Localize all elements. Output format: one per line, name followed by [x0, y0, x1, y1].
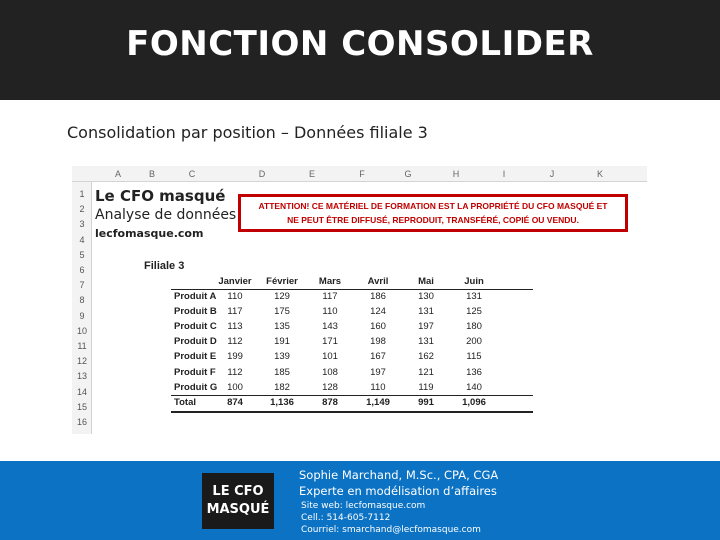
copyright-warning: [238, 194, 628, 232]
product-label: Produit D: [174, 336, 217, 348]
row-header-11[interactable]: 11: [77, 341, 87, 351]
table-cell: 191: [274, 336, 290, 348]
table-cell: 140: [466, 381, 482, 393]
table-cell: 119: [418, 381, 434, 393]
table-cell: 112: [227, 336, 243, 348]
column-header-f[interactable]: F: [359, 169, 365, 179]
table-cell: 117: [322, 291, 338, 302]
row-header-15[interactable]: 15: [76, 401, 87, 412]
table-cell: 186: [370, 291, 386, 302]
table-cell: 200: [466, 336, 482, 348]
table-cell: 182: [274, 381, 290, 393]
row-header-3[interactable]: 3: [79, 219, 85, 230]
contact-cell: Cell.: 514-605-7112: [301, 513, 391, 523]
total-cell: 874: [227, 396, 243, 408]
month-header: Mai: [418, 276, 434, 287]
header-underline: [171, 289, 533, 290]
product-label: Produit A: [174, 291, 217, 302]
table-cell: 110: [322, 306, 338, 318]
table-cell: 167: [370, 351, 386, 363]
row-header-1[interactable]: 1: [79, 189, 85, 199]
total-cell: 1,096: [462, 396, 486, 408]
table-cell: 139: [274, 351, 290, 363]
logo: [202, 473, 274, 529]
logo-line-2: MASQUÉ: [206, 502, 270, 517]
row-header-2[interactable]: 2: [79, 204, 85, 215]
row-header-8[interactable]: 8: [79, 295, 85, 306]
month-header: Avril: [367, 276, 389, 287]
row-header-14[interactable]: 14: [76, 386, 87, 397]
total-label: Total: [174, 396, 196, 408]
table-cell: 131: [418, 306, 434, 318]
total-underline: [171, 411, 533, 413]
month-header: Février: [266, 276, 298, 287]
row-header-16[interactable]: 16: [76, 417, 87, 427]
brand-title: Le CFO masqué: [95, 187, 226, 205]
table-cell: 136: [466, 366, 482, 378]
row-header-4[interactable]: 4: [79, 234, 85, 245]
table-cell: 131: [466, 291, 482, 302]
row-header-13[interactable]: 13: [76, 371, 87, 382]
product-label: Produit F: [174, 366, 216, 378]
slide-subtitle: Consolidation par position – Données filiale 3: [67, 123, 428, 142]
table-cell: 129: [274, 291, 290, 302]
table-cell: 130: [418, 291, 434, 302]
title-bar: [0, 0, 720, 100]
column-header-a[interactable]: A: [114, 169, 121, 179]
total-cell: 1,149: [366, 396, 390, 408]
table-cell: 115: [466, 351, 482, 363]
table-cell: 180: [466, 321, 482, 333]
row-header-9[interactable]: 9: [79, 310, 85, 321]
column-header-b[interactable]: B: [148, 169, 155, 179]
table-cell: 175: [274, 306, 290, 318]
total-cell: 878: [322, 396, 338, 408]
author-name: Sophie Marchand, M.Sc., CPA, CGA: [299, 468, 499, 482]
column-header-e[interactable]: E: [308, 169, 315, 179]
table-cell: 198: [370, 336, 386, 348]
table-cell: 113: [227, 321, 243, 333]
table-cell: 162: [418, 351, 434, 363]
product-label: Produit G: [174, 381, 218, 393]
column-header-h[interactable]: H: [452, 169, 460, 179]
table-cell: 128: [322, 381, 338, 393]
slide-title: FONCTION CONSOLIDER: [126, 24, 594, 64]
total-topline: [171, 395, 533, 396]
table-cell: 199: [227, 351, 243, 363]
column-header-k[interactable]: K: [596, 169, 603, 179]
month-header: Janvier: [218, 276, 252, 287]
table-cell: 124: [370, 306, 386, 318]
brand-site: lecfomasque.com: [95, 227, 204, 240]
table-cell: 197: [370, 366, 386, 378]
month-header: Juin: [464, 276, 484, 287]
row-header-12[interactable]: 12: [76, 356, 87, 367]
table-cell: 160: [370, 321, 386, 333]
month-header: Mars: [318, 276, 342, 287]
total-cell: 1,136: [270, 396, 294, 408]
table-cell: 101: [322, 351, 338, 363]
spreadsheet-screenshot: [72, 166, 647, 434]
table-cell: 185: [274, 366, 290, 378]
logo-line-1: LE CFO: [212, 484, 264, 499]
row-header-7[interactable]: 7: [79, 280, 85, 291]
column-header-d[interactable]: D: [258, 169, 266, 179]
warning-line-1: ATTENTION! CE MATÉRIEL DE FORMATION EST LA PROPRIÉTÉ DU CFO MASQUÉ ET: [258, 201, 608, 211]
row-header-10[interactable]: 10: [76, 325, 87, 336]
table-cell: 131: [418, 336, 434, 348]
column-header-g[interactable]: G: [404, 169, 412, 179]
author-role: Experte en modélisation d’affaires: [299, 484, 497, 498]
table-cell: 108: [322, 366, 338, 378]
row-header-5[interactable]: 5: [79, 249, 85, 260]
table-cell: 117: [227, 306, 243, 318]
product-label: Produit E: [174, 351, 217, 363]
table-cell: 100: [227, 381, 243, 393]
table-cell: 110: [370, 381, 386, 393]
product-label: Produit C: [174, 321, 217, 333]
contact-site: Site web: lecfomasque.com: [301, 501, 426, 511]
table-cell: 125: [466, 306, 482, 318]
table-cell: 197: [418, 321, 434, 333]
table-cell: 143: [322, 321, 338, 333]
table-cell: 135: [274, 321, 290, 333]
table-cell: 112: [227, 366, 243, 378]
product-label: Produit B: [174, 306, 217, 318]
section-title: Filiale 3: [144, 260, 185, 272]
column-header-j[interactable]: J: [549, 169, 555, 179]
contact-email: Courriel: smarchand@lecfomasque.com: [301, 525, 481, 535]
row-header-6[interactable]: 6: [79, 265, 85, 275]
table-cell: 110: [227, 291, 243, 302]
brand-subtitle: Analyse de données: [95, 207, 237, 223]
column-header-c[interactable]: C: [188, 169, 196, 179]
warning-line-2: NE PEUT ÊTRE DIFFUSÉ, REPRODUIT, TRANSFÉRÉ, COPIÉ OU VENDU.: [287, 215, 579, 225]
table-cell: 171: [322, 336, 338, 348]
total-cell: 991: [418, 396, 434, 408]
table-cell: 121: [418, 366, 434, 378]
column-header-i[interactable]: I: [502, 169, 506, 179]
